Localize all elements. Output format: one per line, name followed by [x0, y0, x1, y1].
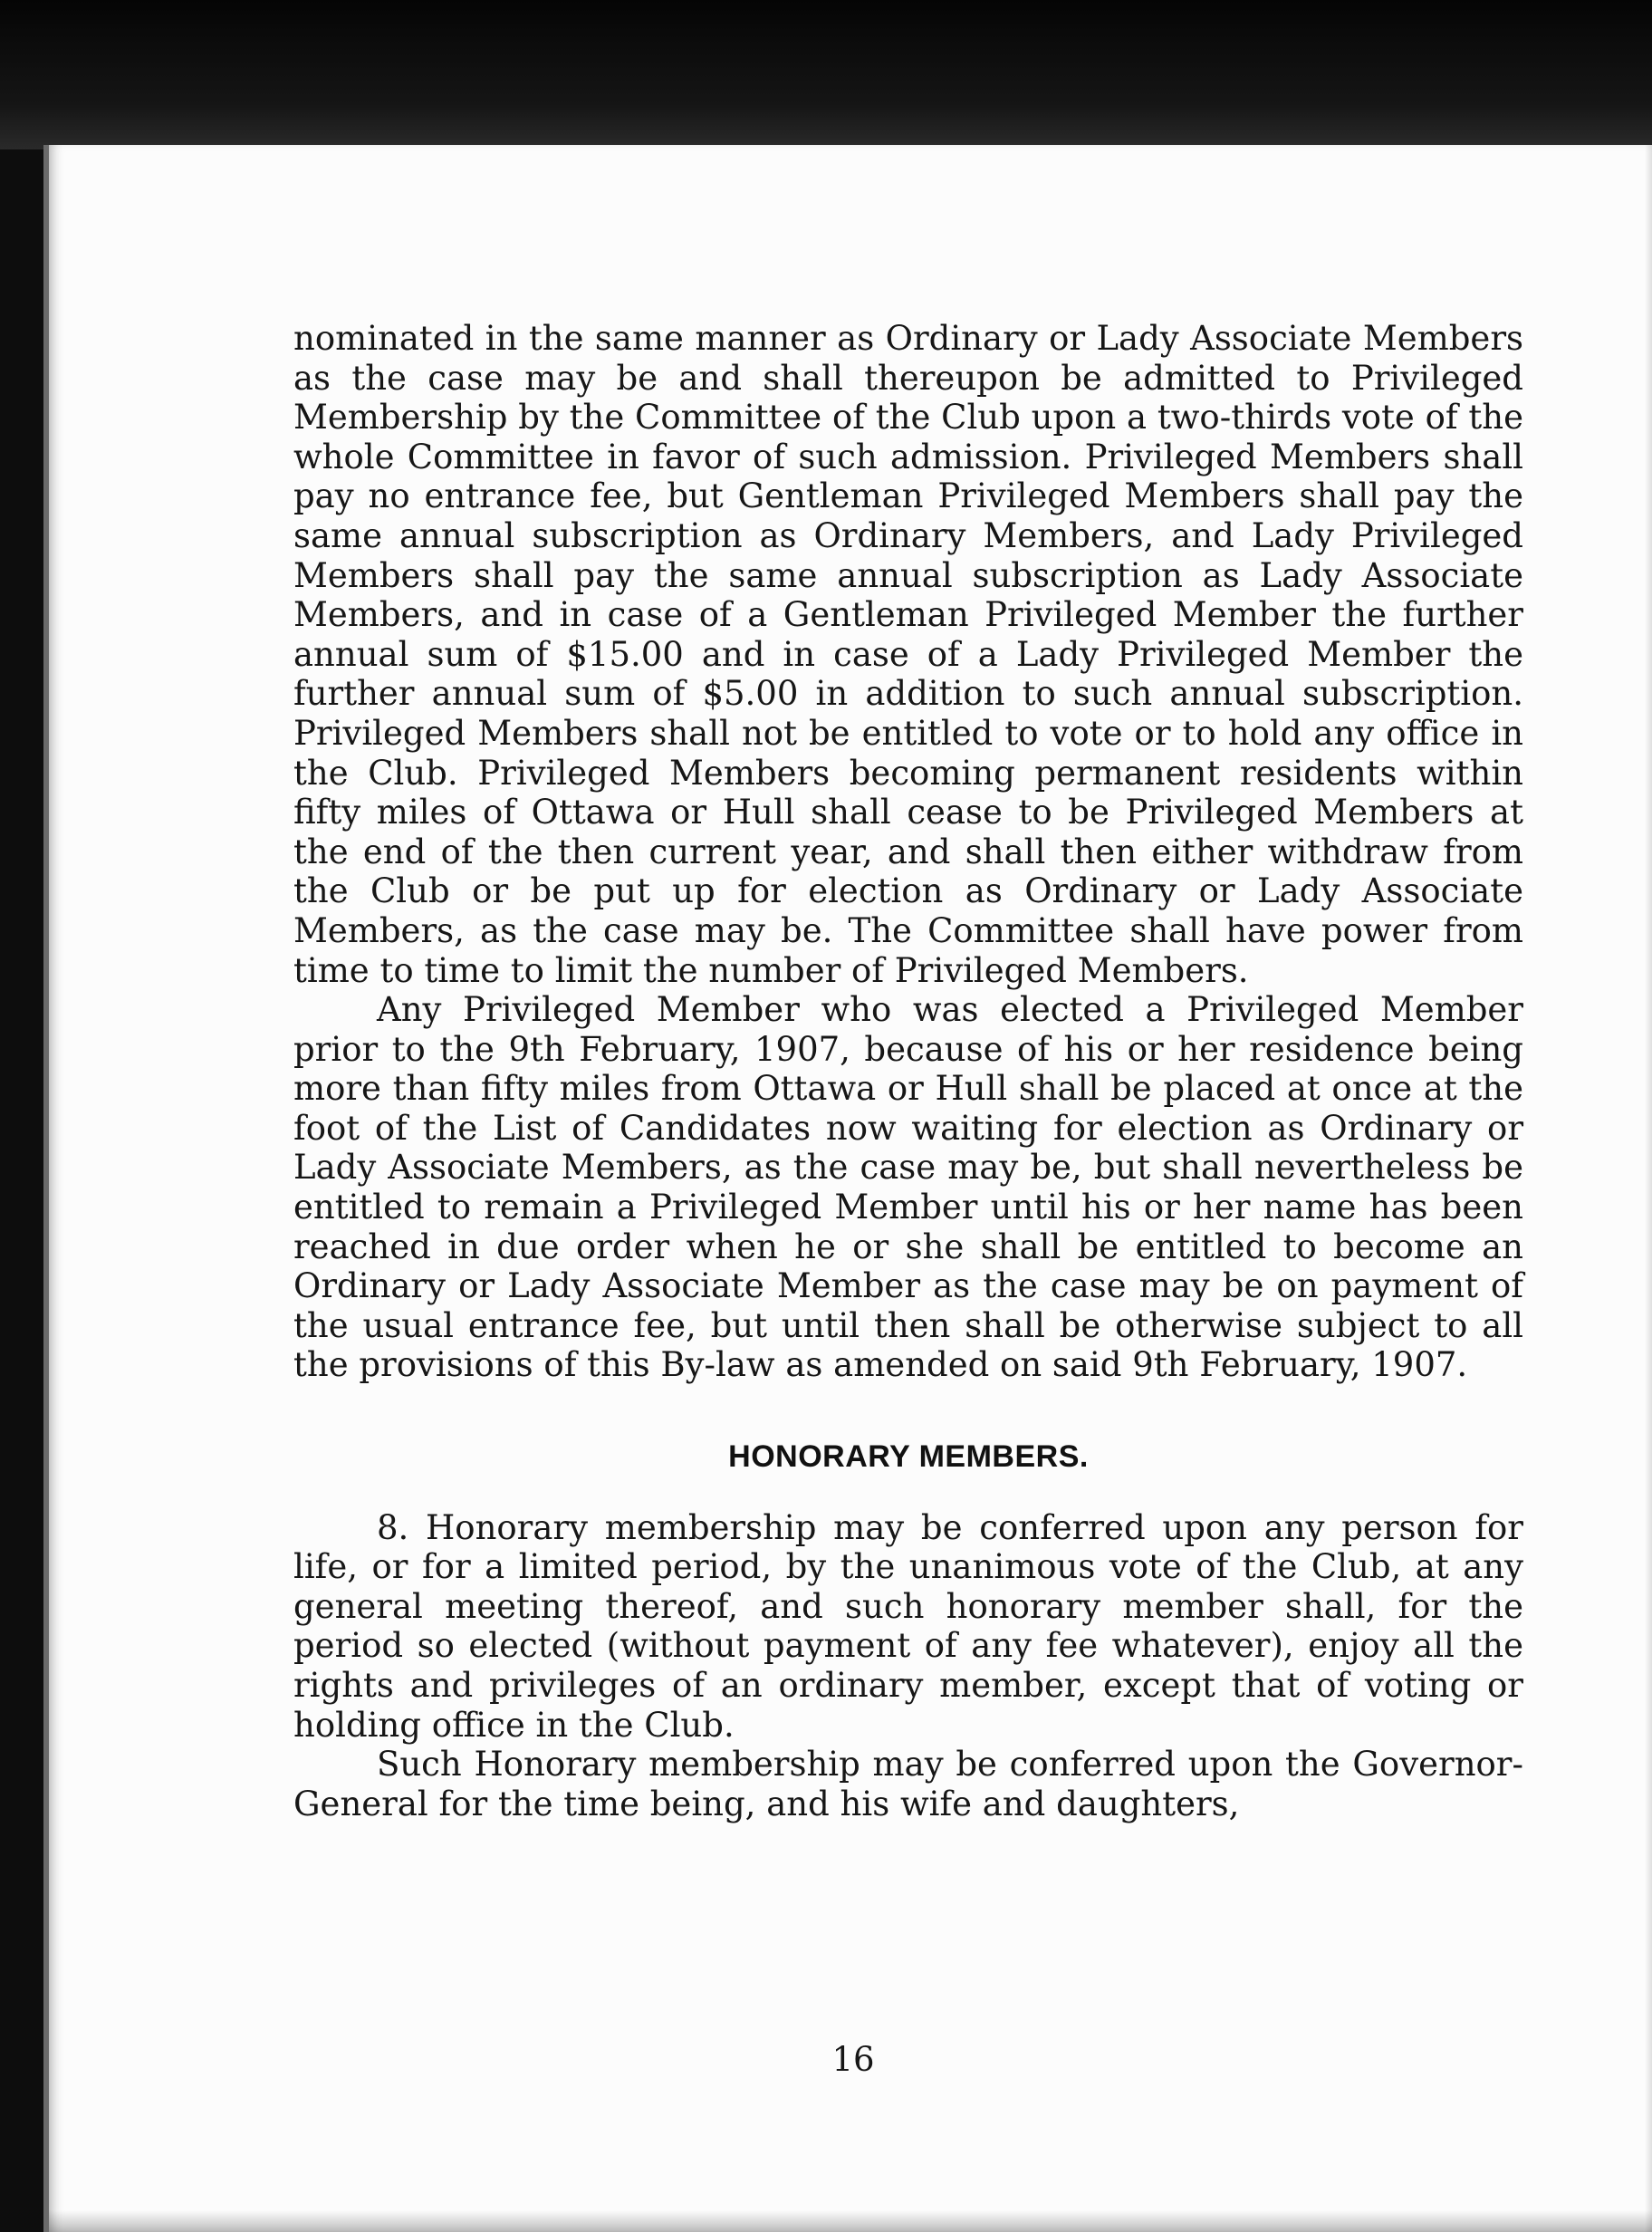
page-number: 16: [831, 2040, 875, 2079]
body-text: [293, 319, 1523, 1823]
scan-top-border: [0, 0, 1652, 149]
section-heading-honorary-members: HONORARY MEMBERS.: [728, 1439, 1089, 1475]
page-right-edge: [1645, 145, 1652, 2232]
paragraph-honorary-membership: 8. Honorary membership may be conferred upon any person for life, or for a limited period, by the unanimous vote of the Club, at any general meeting thereof, and such honorary member shall, for the period so elected (without payment of any fee whatever), enjoy all the rights and privileges of an ordinary member, except that of voting or holding office in the Club.: [293, 1507, 1523, 1745]
document-page: [43, 145, 1652, 2232]
paragraph-privileged-prior-1907: Any Privileged Member who was elected a Privileged Member prior to the 9th February, 1907, because of his or her residence being more than fifty miles from Ottawa or Hull shall be placed at once at the foot of the List of Candidates now waiting for election as Ordinary or Lady Associate Members, as the case may be, but shall nevertheless be entitled to remain a Privileged Member until his or her name has been reached in due order when he or she shall be entitled to become an Ordinary or Lady Associate Member as the case may be on payment of the usual entrance fee, but until then shall be otherwise subject to all the provisions of this By-law as amended on said 9th February, 1907.: [293, 990, 1523, 1385]
paragraph-governor-general: Such Honorary membership may be conferred upon the Governor-General for the time being, and his wife and daughters,: [293, 1745, 1523, 1823]
paragraph-privileged-members: nominated in the same manner as Ordinary or Lady Associate Members as the case may be and shall thereupon be admitted to Privileged Membership by the Committee of the Club upon a two-thirds vote of the whole Committee in favor of such admission. Privileged Members shall pay no entrance fee, but Gentleman Privileged Members shall pay the same annual subscription as Ordinary Members, and Lady Privileged Members shall pay the same annual subscription as Lady Associate Members, and in case of a Gentleman Privileged Member the further annual sum of $15.00 and in case of a Lady Privileged Member the further annual sum of $5.00 in addition to such annual subscription. Privileged Members shall not be entitled to vote or to hold any office in the Club. Privileged Members becoming permanent residents within fifty miles of Ottawa or Hull shall cease to be Privileged Members at the end of the then current year, and shall then either withdraw from the Club or be put up for election as Ordinary or Lady Associate Members, as the case may be. The Committee shall have power from time to time to limit the number of Privileged Members.: [293, 319, 1523, 990]
page-bottom-edge: [49, 2210, 1652, 2232]
